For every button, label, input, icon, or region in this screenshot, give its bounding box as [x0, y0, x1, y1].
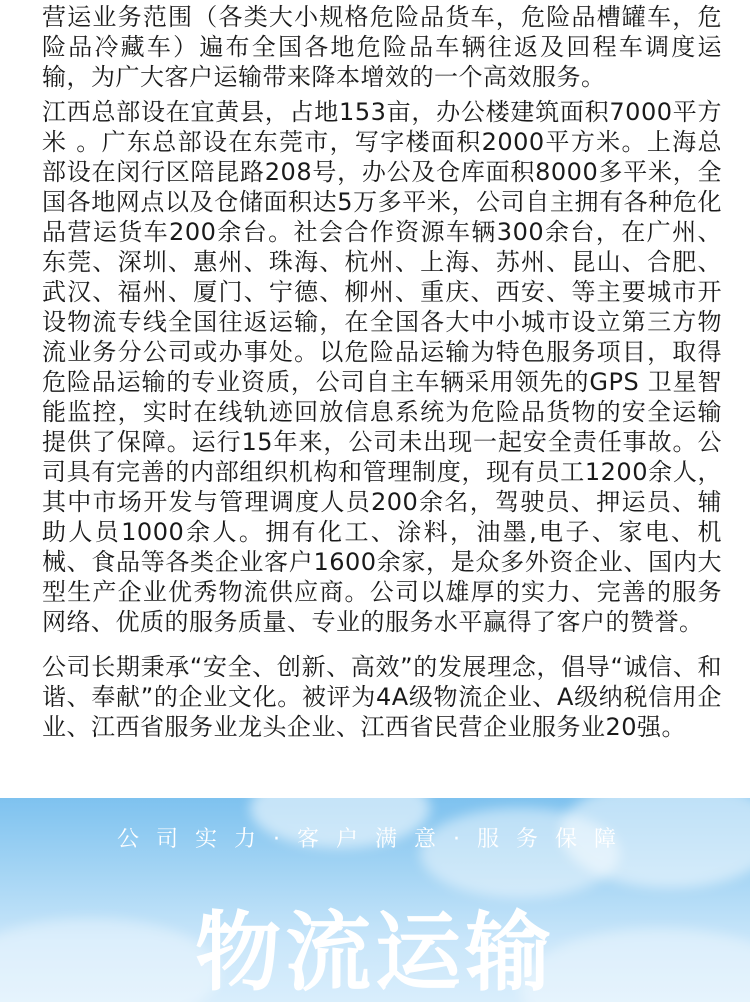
banner-slogan: 公司实力·客户满意·服务保障: [117, 827, 633, 852]
intro-paragraph-company-profile: 江西总部设在宜黄县，占地153亩，办公楼建筑面积7000平方米 。广东总部设在东莞市，写字楼面积2000平方米。上海总部设在闵行区陪昆路208号，办公及仓库面积8000多平米，全国各地网点以及仓储面积达5万多平米，公司自主拥有各种危化品营运货车200余台。社会合作资源车辆300余台，在广州、东莞、深圳、惠州、珠海、杭州、上海、苏州、昆山、合肥、武汉、福州、厦门、宁德、柳州、重庆、西安、等主要城市开设物流专线全国往返运输，在全国各大中小城市设立第三方物流业务分公司或办事处。以危险品运输为特色服务项目，取得危险品运输的专业资质，公司自主车辆采用领先的GPS 卫星智能监控，实时在线轨迹回放信息系统为危险品货物的安全运输提供了保障。运行15年来，公司未出现一起安全责任事故。公司具有完善的内部组织机构和管理制度，现有员工1200余人，其中市场开发与管理调度人员200余名，驾驶员、押运员、辅助人员1000余人。拥有化工、涂料，油墨,电子、家电、机械、食品等各类企业客户1600余家，是众多外资企业、国内大型生产企业优秀物流供应商。公司以雄厚的实力、完善的服务网络、优质的服务质量、专业的服务水平赢得了客户的赞誉。: [42, 98, 722, 636]
intro-paragraph-business-scope: 营运业务范围（各类大小规格危险品货车，危险品槽罐车，危险品冷藏车）遍布全国各地危险品车辆往返及回程车调度运输，为广大客户运输带来降本增效的一个高效服务。: [42, 3, 722, 91]
logistics-banner: [0, 798, 750, 1002]
banner-title: 物流运输: [195, 903, 555, 1002]
intro-paragraph-company-culture: 公司长期秉承“安全、创新、高效”的发展理念，倡导“诚信、和谐、奉献”的企业文化。被评为4A级物流企业、A级纳税信用企业、江西省服务业龙头企业、江西省民营企业服务业20强。: [42, 653, 722, 741]
